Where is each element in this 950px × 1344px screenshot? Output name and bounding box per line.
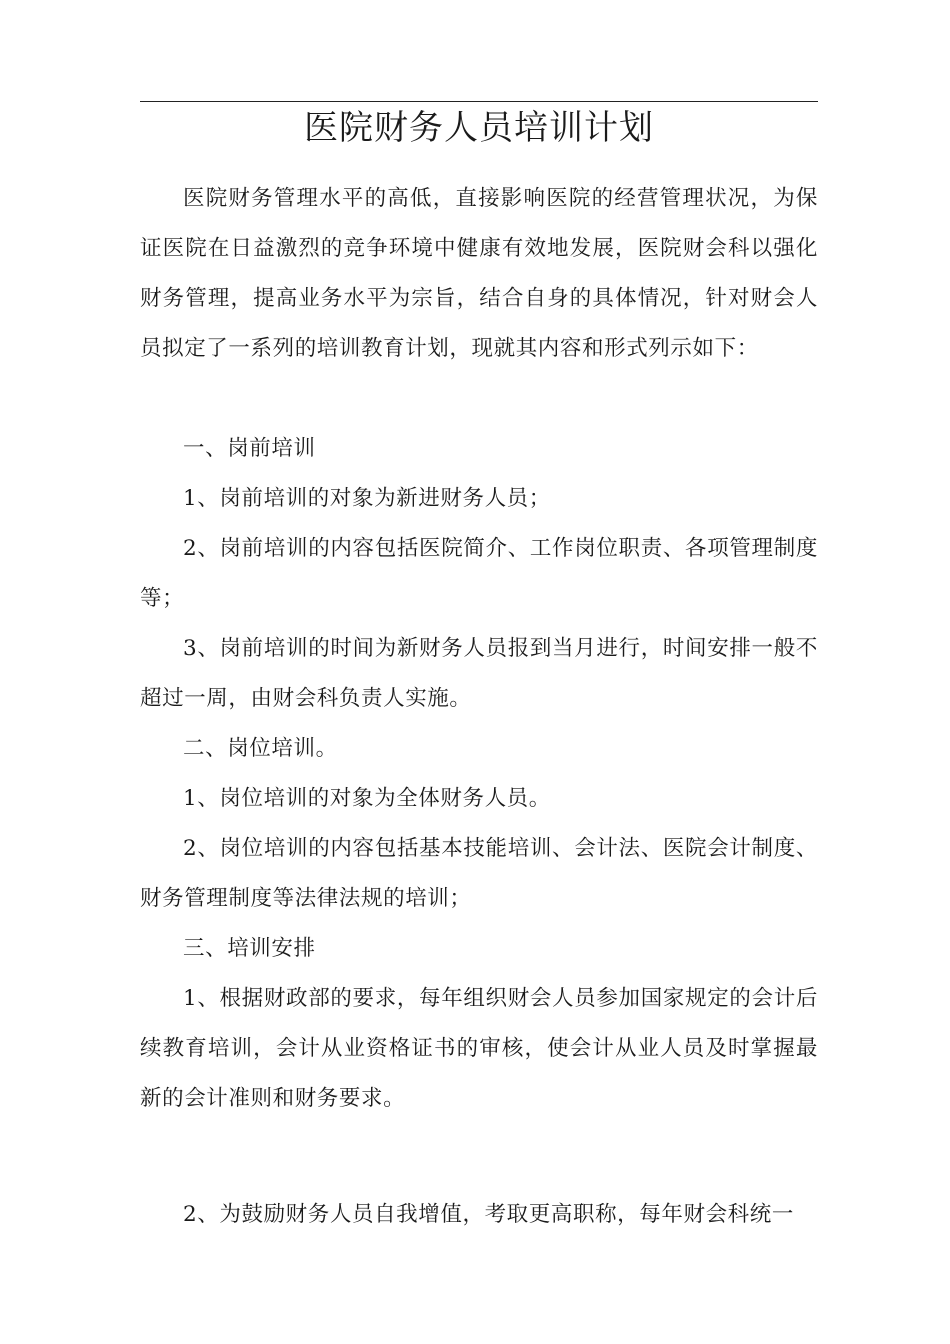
section-2-item-1: 1、岗位培训的对象为全体财务人员。 xyxy=(183,786,551,811)
section-3-item-1: 1、根据财政部的要求，每年组织财会人员参加国家规定的会计后续教育培训，会计从业资格证书的审核，使会计从业人员及时掌握最新的会计准则和财务要求。 xyxy=(140,986,818,1111)
paragraph-spacer xyxy=(140,374,818,424)
section-2-item-2: 2、岗位培训的内容包括基本技能培训、会计法、医院会计制度、财务管理制度等法律法规的培训； xyxy=(140,836,818,911)
section-heading-2: 二、岗位培训。 xyxy=(183,736,338,761)
section-heading-3: 三、培训安排 xyxy=(183,936,316,961)
document-body xyxy=(140,174,818,1240)
section-3-item-2: 2、为鼓励财务人员自我增值，考取更高职称，每年财会科统一 xyxy=(183,1202,794,1227)
section-1-item-3: 3、岗前培训的时间为新财务人员报到当月进行，时间安排一般不超过一周，由财会科负责人实施。 xyxy=(140,636,818,711)
document-title: 医院财务人员培训计划 xyxy=(304,108,654,148)
header-rule xyxy=(140,101,818,102)
section-1-item-2: 2、岗前培训的内容包括医院简介、工作岗位职责、各项管理制度等； xyxy=(140,536,818,611)
section-heading-1: 一、岗前培训 xyxy=(183,436,316,461)
section-1-item-1: 1、岗前培训的对象为新进财务人员； xyxy=(183,486,551,511)
paragraph-spacer xyxy=(140,1124,818,1190)
intro-paragraph: 医院财务管理水平的高低，直接影响医院的经营管理状况，为保证医院在日益激烈的竞争环境中健康有效地发展，医院财会科以强化财务管理，提高业务水平为宗旨，结合自身的具体情况，针对财会人员拟定了一系列的培训教育计划，现就其内容和形式列示如下： xyxy=(140,186,818,361)
